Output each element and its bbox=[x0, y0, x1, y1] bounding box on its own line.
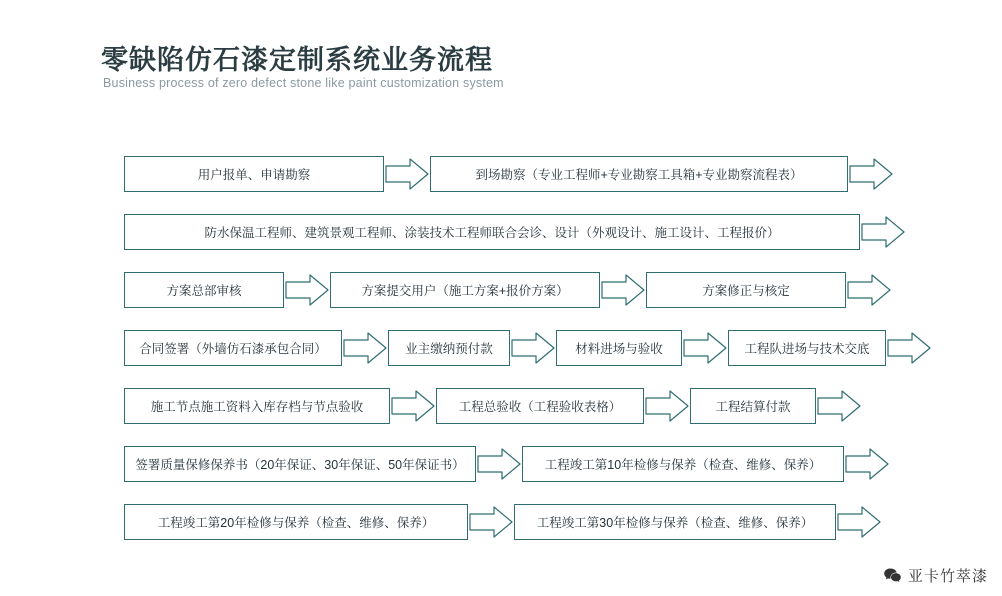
flow-arrow-icon bbox=[390, 388, 436, 424]
flow-node[interactable]: 合同签署（外墙仿石漆承包合同） bbox=[124, 330, 342, 366]
flow-node[interactable]: 用户报单、申请勘察 bbox=[124, 156, 384, 192]
flow-row bbox=[124, 388, 862, 424]
flow-arrow-icon bbox=[860, 214, 906, 250]
flow-node[interactable]: 工程队进场与技术交底 bbox=[728, 330, 886, 366]
flow-arrow-icon bbox=[476, 446, 522, 482]
flow-node[interactable]: 工程竣工第20年检修与保养（检查、维修、保养） bbox=[124, 504, 468, 540]
flow-arrow-icon bbox=[342, 330, 388, 366]
flow-node[interactable]: 材料进场与验收 bbox=[556, 330, 682, 366]
flow-node[interactable]: 方案总部审核 bbox=[124, 272, 284, 308]
flow-node[interactable]: 工程竣工第30年检修与保养（检查、维修、保养） bbox=[514, 504, 836, 540]
flow-arrow-icon bbox=[510, 330, 556, 366]
flow-node[interactable]: 到场勘察（专业工程师+专业勘察工具箱+专业勘察流程表） bbox=[430, 156, 848, 192]
flow-node[interactable]: 工程结算付款 bbox=[690, 388, 816, 424]
footer-account bbox=[883, 565, 988, 586]
footer-account-name: 亚卡竹萃漆 bbox=[907, 568, 988, 585]
flow-node[interactable]: 施工节点施工资料入库存档与节点验收 bbox=[124, 388, 390, 424]
flow-arrow-icon bbox=[600, 272, 646, 308]
flow-node[interactable]: 方案提交用户（施工方案+报价方案） bbox=[330, 272, 600, 308]
flow-arrow-icon bbox=[644, 388, 690, 424]
flow-arrow-icon bbox=[846, 272, 892, 308]
flow-node[interactable]: 防水保温工程师、建筑景观工程师、涂装技术工程师联合会诊、设计（外观设计、施工设计、工程报价） bbox=[124, 214, 860, 250]
page-title: 零缺陷仿石漆定制系统业务流程 bbox=[101, 45, 493, 75]
flow-row bbox=[124, 330, 932, 366]
flow-node[interactable]: 方案修正与核定 bbox=[646, 272, 846, 308]
flow-arrow-icon bbox=[844, 446, 890, 482]
flow-arrow-icon bbox=[886, 330, 932, 366]
flow-row bbox=[124, 156, 894, 192]
flow-arrow-icon bbox=[816, 388, 862, 424]
flow-arrow-icon bbox=[848, 156, 894, 192]
flow-node[interactable]: 工程总验收（工程验收表格） bbox=[436, 388, 644, 424]
flow-node[interactable]: 签署质量保修保养书（20年保证、30年保证、50年保证书） bbox=[124, 446, 476, 482]
flow-arrow-icon bbox=[682, 330, 728, 366]
flow-arrow-icon bbox=[384, 156, 430, 192]
flow-node[interactable]: 业主缴纳预付款 bbox=[388, 330, 510, 366]
flow-arrow-icon bbox=[836, 504, 882, 540]
flow-row bbox=[124, 504, 882, 540]
flow-arrow-icon bbox=[284, 272, 330, 308]
flow-row bbox=[124, 214, 906, 250]
wechat-icon bbox=[883, 566, 902, 585]
flow-node[interactable]: 工程竣工第10年检修与保养（检查、维修、保养） bbox=[522, 446, 844, 482]
flow-arrow-icon bbox=[468, 504, 514, 540]
flow-row bbox=[124, 446, 890, 482]
page-subtitle: Business process of zero defect stone like paint customization system bbox=[103, 76, 504, 90]
flow-row bbox=[124, 272, 892, 308]
